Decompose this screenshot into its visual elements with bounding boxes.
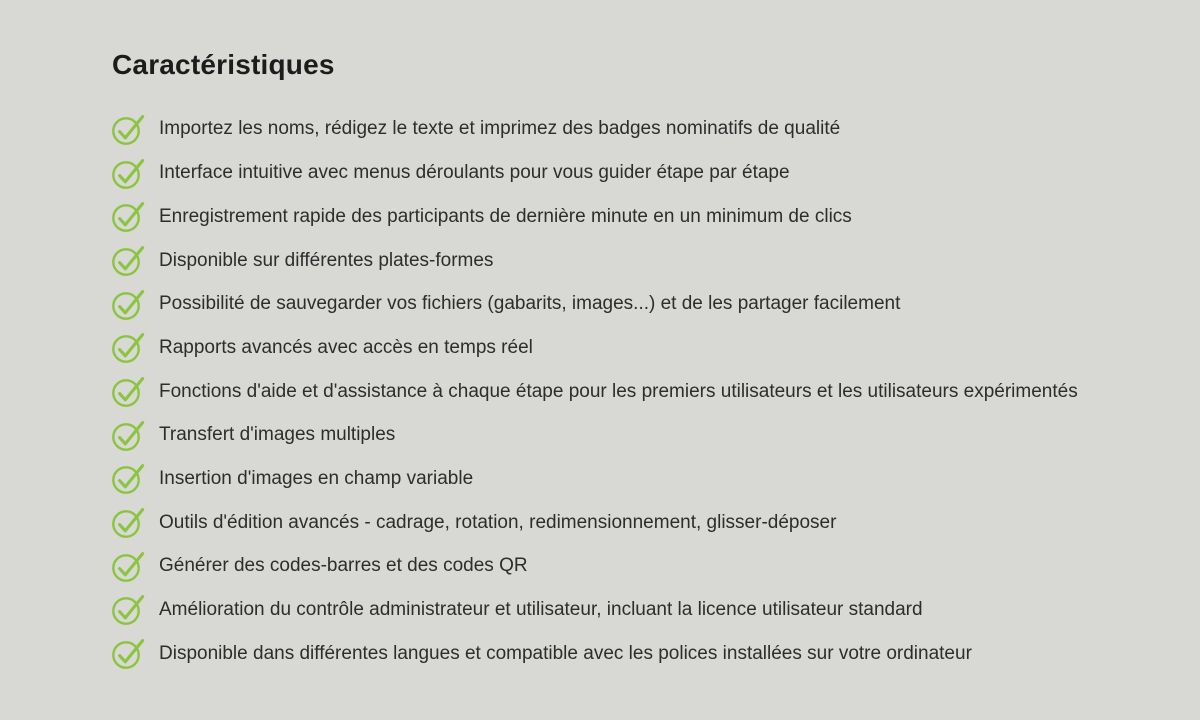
list-item [112,283,1160,327]
check-circle-icon [112,507,146,539]
check-circle-icon [112,376,146,408]
check-circle-icon [112,114,146,146]
check-circle-icon [112,638,146,670]
feature-text: Outils d'édition avancés - cadrage, rotation, redimensionnement, glisser-déposer [159,511,837,533]
check-circle-icon [112,332,146,364]
list-item [112,632,1160,676]
list-item [112,195,1160,239]
check-circle-icon [112,420,146,452]
check-circle-icon [112,289,146,321]
check-circle-icon [112,245,146,277]
check-circle-icon [112,594,146,626]
feature-text: Disponible dans différentes langues et compatible avec les polices installées sur votre ordinateur [159,642,972,664]
feature-text: Générer des codes-barres et des codes QR [159,555,528,577]
feature-text: Transfert d'images multiples [159,424,396,446]
check-circle-icon [112,158,146,190]
feature-text: Amélioration du contrôle administrateur et utilisateur, incluant la licence utilisateur standard [159,599,923,620]
list-item [112,239,1160,283]
feature-text: Importez les noms, rédigez le texte et imprimez des badges nominatifs de qualité [159,118,841,140]
feature-text: Enregistrement rapide des participants de dernière minute en un minimum de clics [159,205,852,227]
check-circle-icon [112,463,146,495]
feature-text: Possibilité de sauvegarder vos fichiers (gabarits, images...) et de les partager facilement [159,293,901,315]
list-item [112,458,1160,502]
list-item [112,326,1160,370]
check-circle-icon [112,201,146,233]
list-item [112,108,1160,152]
list-item [112,414,1160,458]
list-item [112,152,1160,196]
feature-text: Interface intuitive avec menus déroulants pour vous guider étape par étape [159,162,790,184]
feature-text: Rapports avancés avec accès en temps réel [159,336,533,358]
list-item [112,589,1160,633]
feature-text: Disponible sur différentes plates-formes [159,249,494,271]
feature-text: Insertion d'images en champ variable [159,467,474,489]
list-item [112,501,1160,545]
list-item [112,370,1160,414]
feature-text: Fonctions d'aide et d'assistance à chaque étape pour les premiers utilisateurs et les utilisateurs expérimentés [159,380,1078,402]
list-item [112,545,1160,589]
feature-list [112,108,1160,676]
section-title: Caractéristiques [112,49,335,80]
check-circle-icon [112,551,146,583]
